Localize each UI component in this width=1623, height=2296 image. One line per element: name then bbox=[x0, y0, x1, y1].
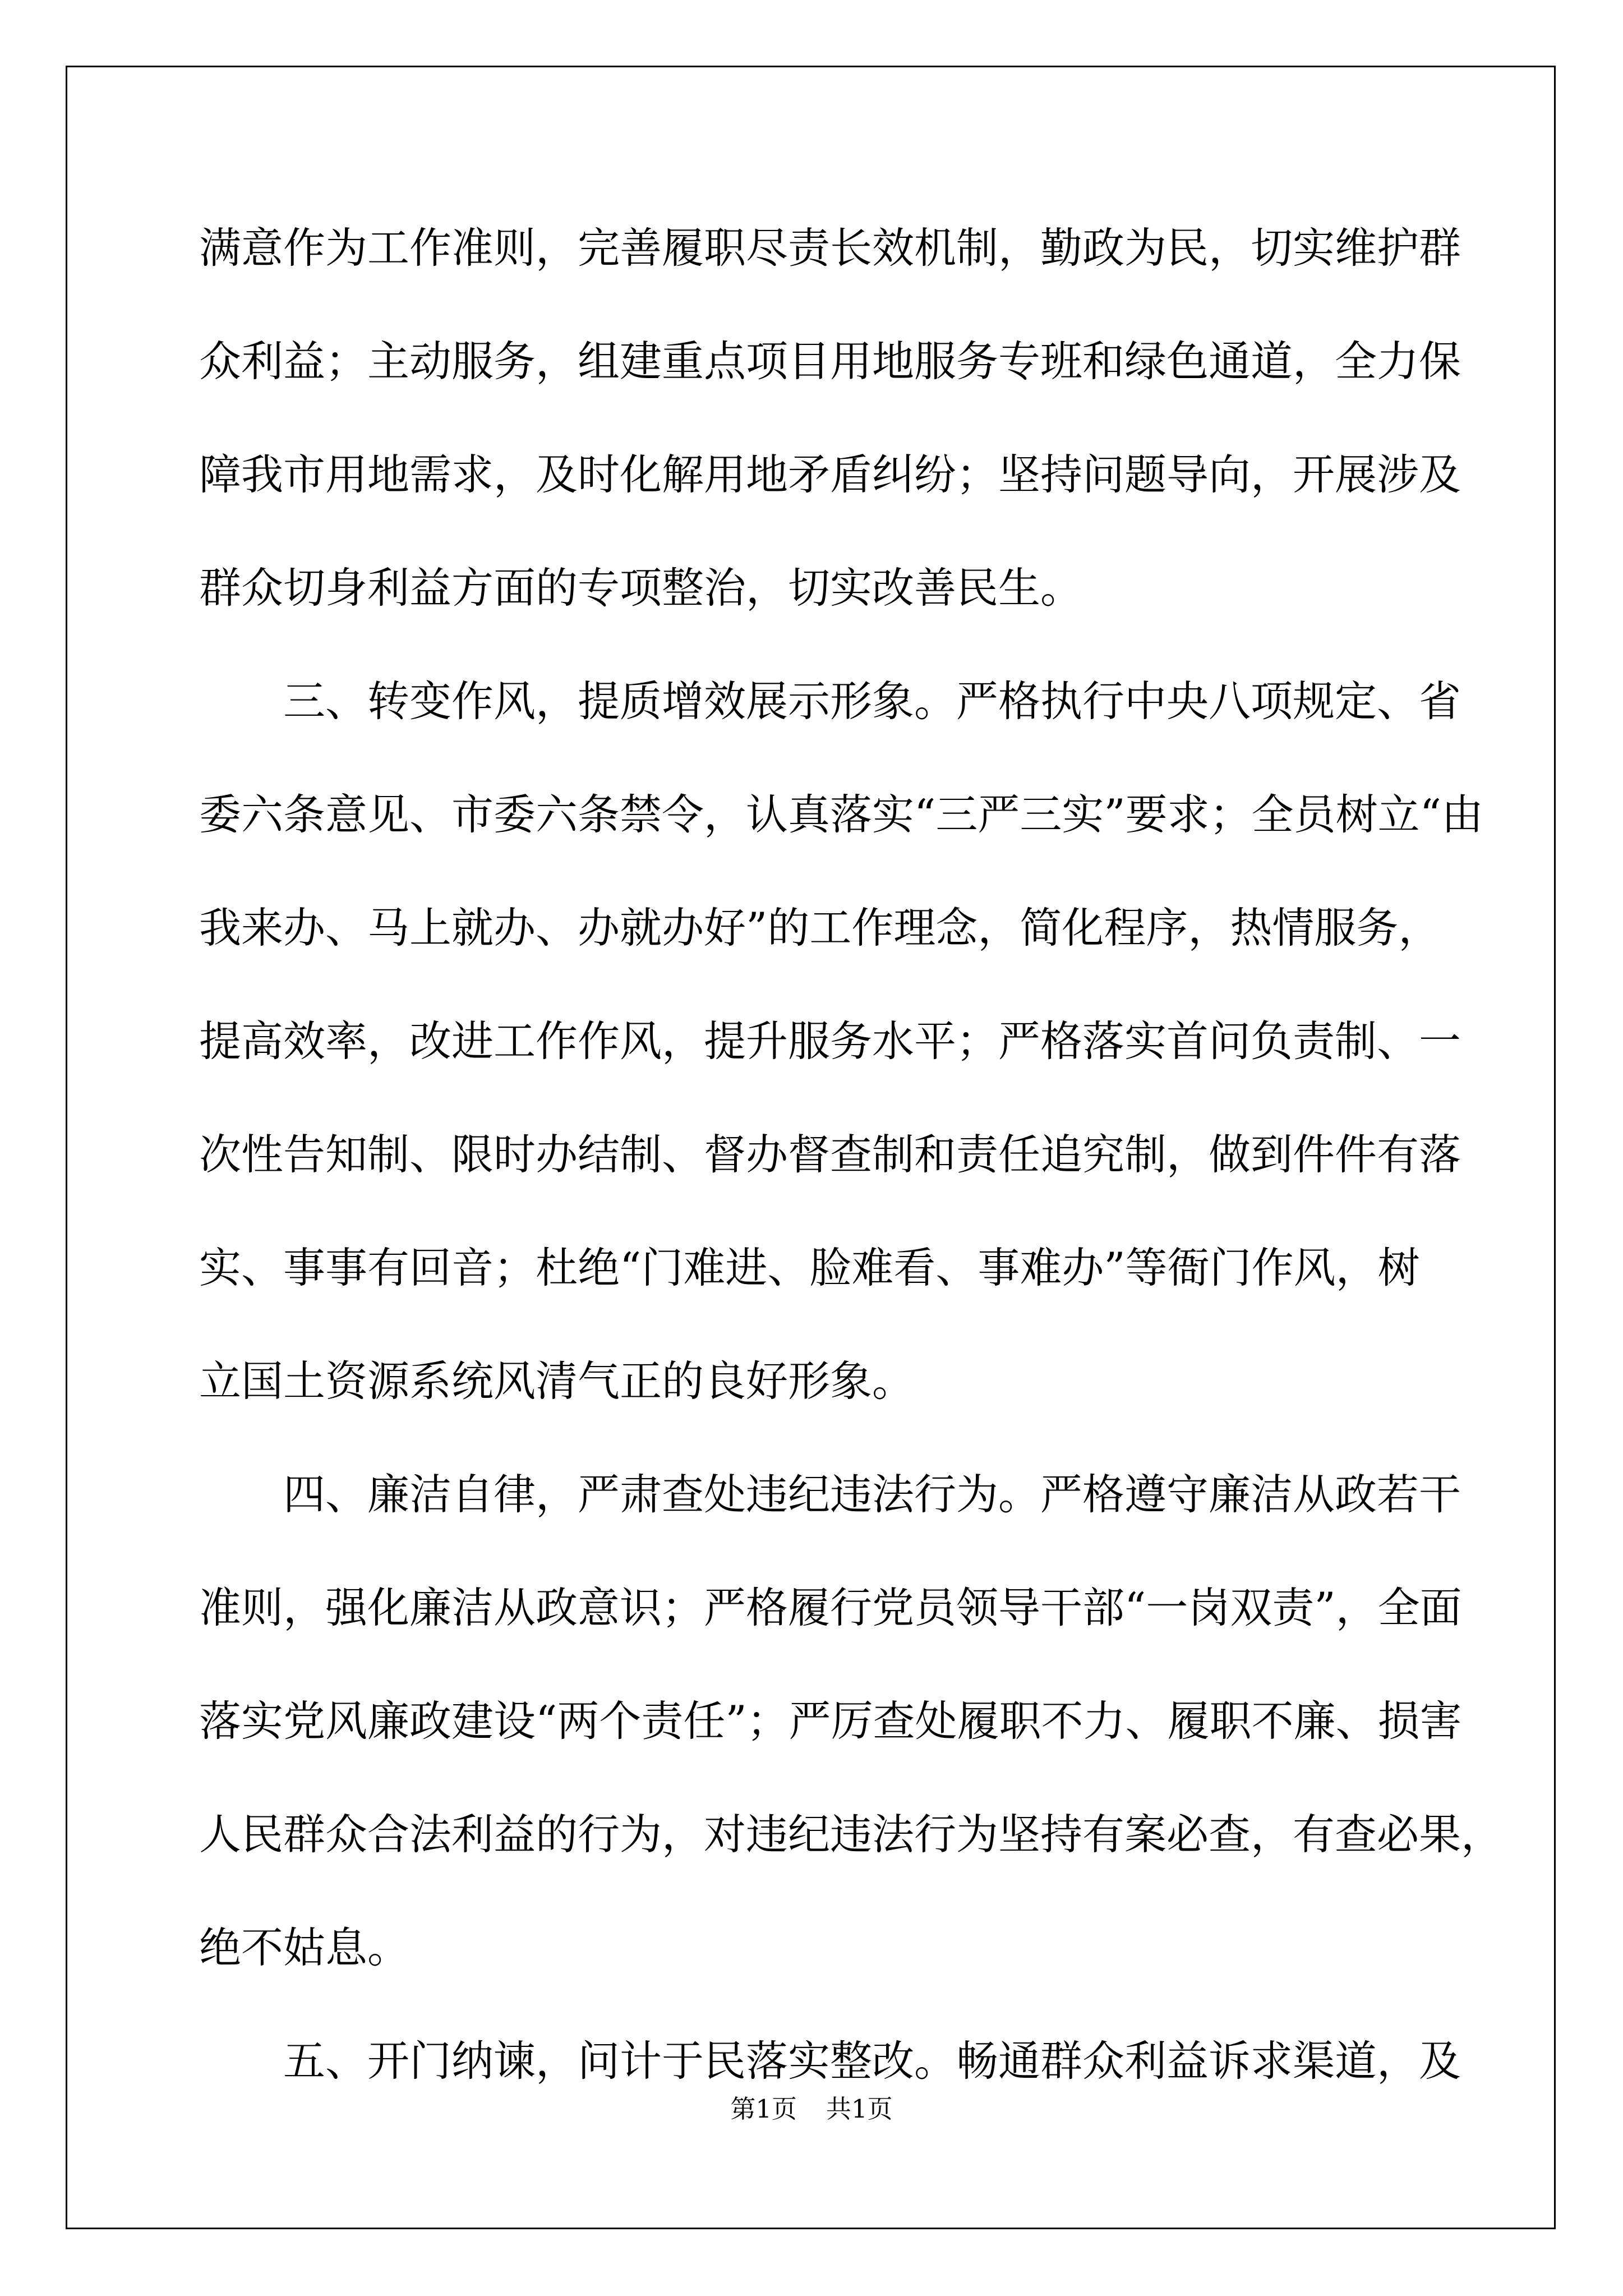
text-line: 人民群众合法利益的行为，对违纪违法行为坚持有案必查，有查必果， bbox=[199, 1810, 1504, 1859]
paragraph-start-line: 四、廉洁自律，严肃查处违纪违法行为。严格遵守廉洁从政若干 bbox=[283, 1470, 1461, 1519]
text-line: 准则，强化廉洁从政意识；严格履行党员领导干部“一岗双责”，全面 bbox=[199, 1583, 1462, 1632]
text-line: 绝不姑息。 bbox=[199, 1923, 410, 1972]
text-line: 提高效率，改进工作作风，提升服务水平；严格落实首问负责制、一 bbox=[199, 1016, 1461, 1066]
page-current-label: 第1页 bbox=[730, 2094, 797, 2124]
paragraph-start-line: 五、开门纳谏，问计于民落实整改。畅通群众利益诉求渠道，及 bbox=[283, 2036, 1461, 2086]
paragraph-start-line: 三、转变作风，提质增效展示形象。严格执行中央八项规定、省 bbox=[283, 677, 1461, 726]
text-line: 满意作为工作准则，完善履职尽责长效机制，勤政为民，切实维护群 bbox=[199, 223, 1461, 273]
text-line: 次性告知制、限时办结制、督办督查制和责任追究制，做到件件有落 bbox=[199, 1130, 1461, 1179]
text-line: 群众切身利益方面的专项整治，切实改善民生。 bbox=[199, 563, 1083, 613]
text-line: 立国土资源系统风清气正的良好形象。 bbox=[199, 1356, 915, 1406]
text-line: 障我市用地需求，及时化解用地矛盾纠纷；坚持问题导向，开展涉及 bbox=[199, 450, 1461, 499]
page-total-label: 共1页 bbox=[826, 2094, 893, 2124]
text-line: 众利益；主动服务，组建重点项目用地服务专班和绿色通道，全力保 bbox=[199, 337, 1461, 386]
page-footer bbox=[0, 2092, 1623, 2126]
text-line: 我来办、马上就办、办就办好”的工作理念，简化程序，热情服务， bbox=[199, 903, 1441, 953]
text-line: 实、事事有回音；杜绝“门难进、脸难看、事难办”等衙门作风，树 bbox=[199, 1243, 1420, 1292]
text-line: 委六条意见、市委六条禁令，认真落实“三严三实”要求；全员树立“由 bbox=[199, 790, 1484, 839]
text-line: 落实党风廉政建设“两个责任”；严厉查处履职不力、履职不廉、损害 bbox=[199, 1696, 1462, 1746]
